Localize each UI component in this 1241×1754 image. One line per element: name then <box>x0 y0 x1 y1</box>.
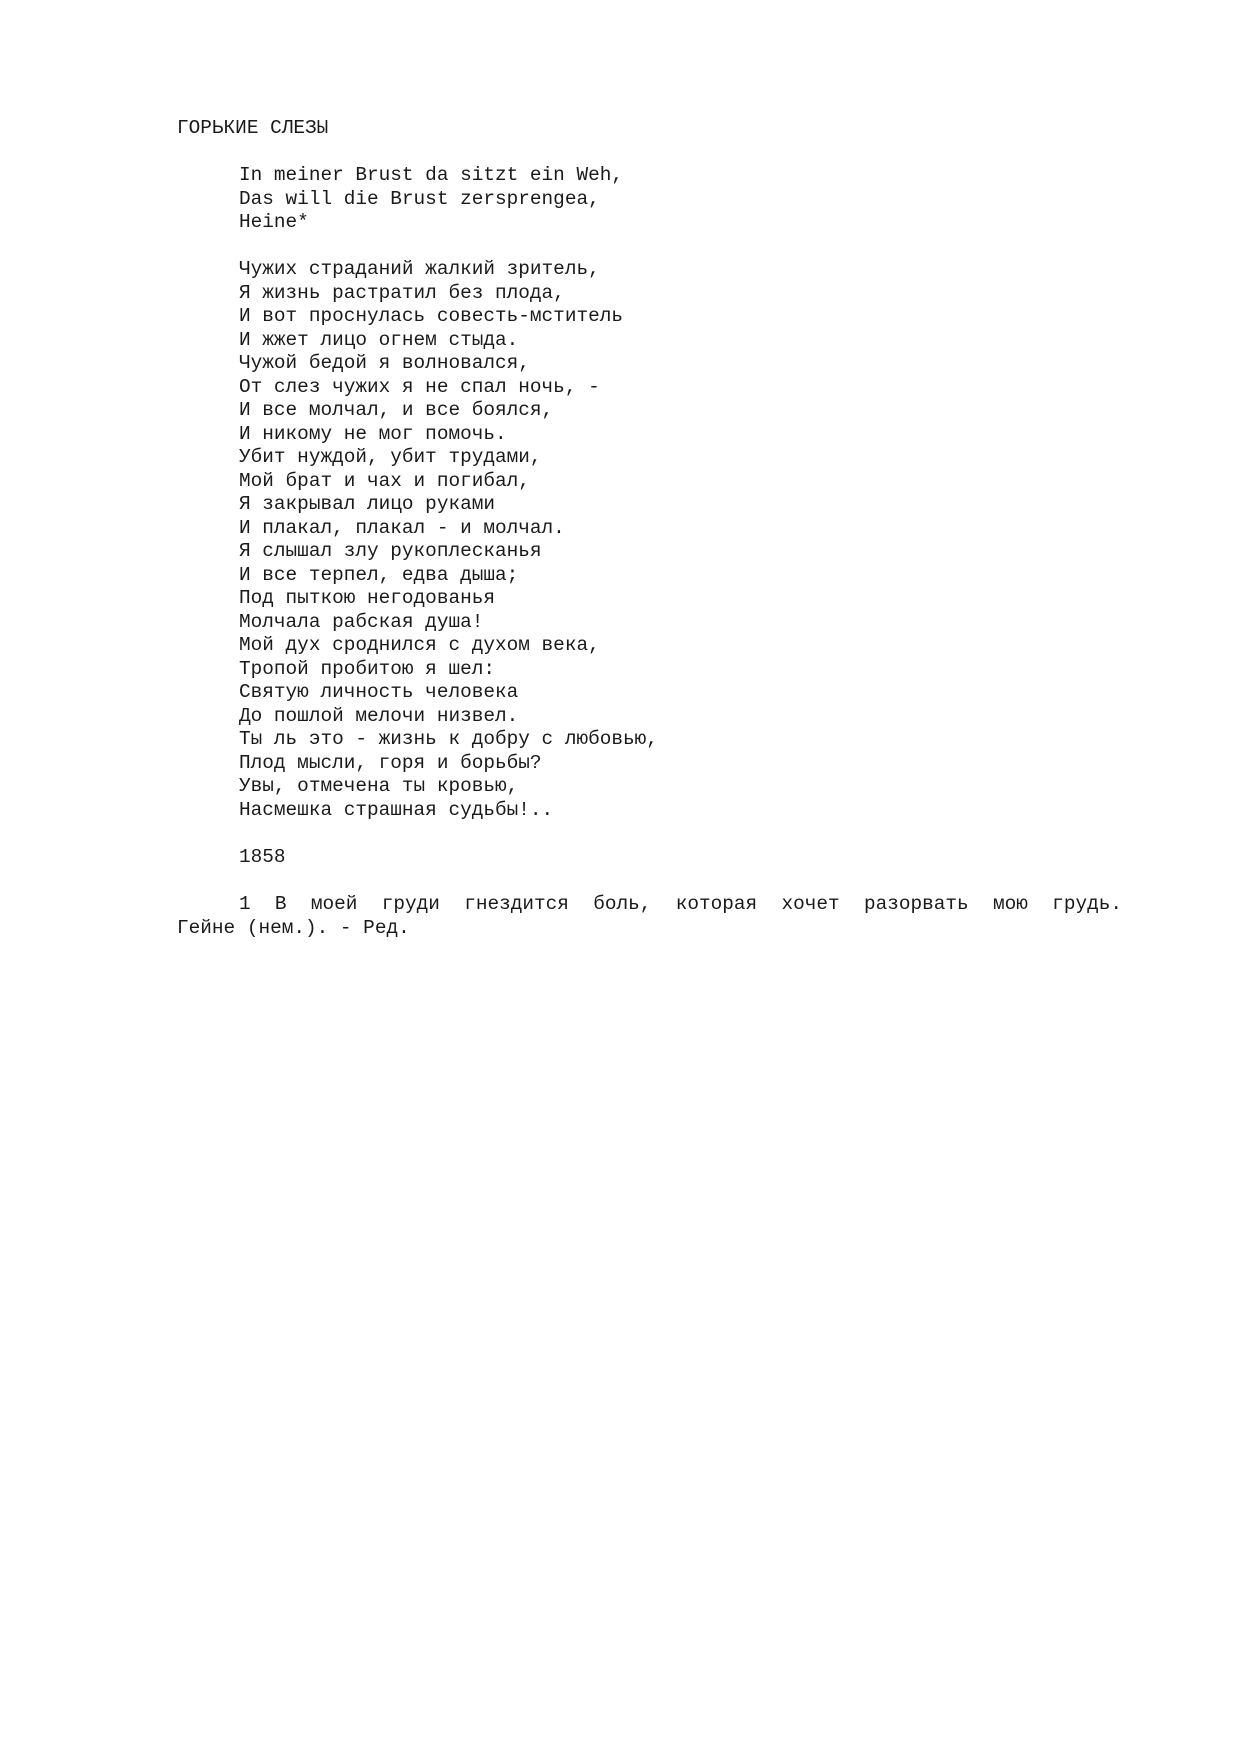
poem-line: Святую личность человека <box>239 681 519 703</box>
poem-line: И никому не мог помочь. <box>239 422 507 445</box>
poem-line: Увы, отмечена ты кровью, <box>239 775 519 797</box>
poem-line: Молчала рабская душа! <box>239 610 484 633</box>
poem-line: Я жизнь растратил без плода, <box>239 281 565 304</box>
footnote <box>177 893 1122 940</box>
poem-line: Мой дух сроднился с духом века, <box>239 634 600 656</box>
poem-line: И плакал, плакал - и молчал. <box>239 516 565 539</box>
poem-line: Мой брат и чах и погибал, <box>239 469 530 492</box>
poem-line: И все молчал, и все боялся, <box>239 399 554 421</box>
poem-line: И все терпел, едва дыша; <box>239 563 519 586</box>
poem-line: Тропой пробитою я шел: <box>239 657 495 680</box>
poem-line: Плод мысли, горя и борьбы? <box>239 751 542 774</box>
footnote-line: 1 В моей груди гнездится боль, которая хочет разорвать мою грудь. <box>239 893 1122 915</box>
poem-line: Под пыткою негодованья <box>239 587 495 609</box>
epigraph-line: In meiner Brust da sitzt ein Weh, <box>239 164 623 186</box>
poem-line: Я слышал злу рукоплесканья <box>239 540 542 562</box>
poem-line: Чужой бедой я волновался, <box>239 352 530 374</box>
poem-title: ГОРЬКИЕ СЛЕЗЫ <box>177 117 329 139</box>
poem-date: 1858 <box>239 846 286 868</box>
epigraph-line: Das will die Brust zersprengea, <box>239 187 600 210</box>
poem-line: Чужих страданий жалкий зритель, <box>239 258 600 280</box>
epigraph-attribution: Heine* <box>239 211 309 233</box>
poem-line: От слез чужих я не спал ночь, - <box>239 375 600 398</box>
poem-line: Я закрывал лицо руками <box>239 493 495 515</box>
poem-line: Убит нуждой, убит трудами, <box>239 446 542 468</box>
poem-line: И жжет лицо огнем стыда. <box>239 328 519 351</box>
poem-line: Ты ль это - жизнь к добру с любовью, <box>239 728 658 750</box>
poem-line: Насмешка страшная судьбы!.. <box>239 798 554 821</box>
footnote-line: Гейне (нем.). - Ред. <box>177 916 410 939</box>
epigraph <box>239 164 623 235</box>
poem-body <box>239 258 658 822</box>
poem-line: До пошлой мелочи низвел. <box>239 704 519 727</box>
poem-line: И вот проснулась совесть-мститель <box>239 305 623 327</box>
